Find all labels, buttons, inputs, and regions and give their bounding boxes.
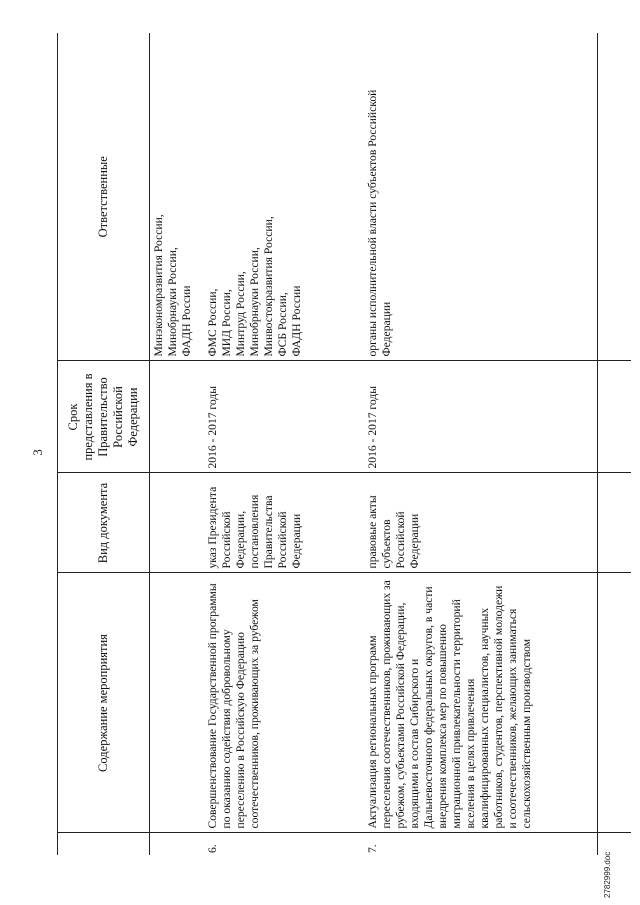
responsible-text: ФМС России, МИД России, Минтруд России, Минобрнауки России, Минвостокразвития России, ФСБ России, ФАДН России bbox=[206, 216, 303, 357]
measures-table-wrapper bbox=[57, 33, 597, 855]
row-doc-type: указ Президента Российской Федерации, постановления Правительства Российской Федерации bbox=[204, 473, 364, 573]
table-bottom-rule bbox=[597, 33, 598, 855]
header-num bbox=[57, 833, 150, 855]
row-doc-type: правовые акты субъектов Российской Федерации bbox=[364, 473, 631, 573]
row-responsible bbox=[364, 33, 631, 361]
row-number: 6. bbox=[204, 833, 364, 855]
row-responsible bbox=[204, 33, 364, 361]
row-content bbox=[150, 573, 205, 833]
table-row bbox=[364, 33, 631, 855]
row-doc-type bbox=[150, 473, 205, 573]
row-term bbox=[150, 361, 205, 473]
header-responsible: Ответственные bbox=[57, 33, 150, 361]
document-id: 2782999.doc bbox=[603, 851, 612, 898]
table-row bbox=[150, 33, 205, 855]
header-doc-type: Вид документа bbox=[57, 473, 150, 573]
row-term: 2016 - 2017 годы bbox=[364, 361, 631, 473]
row-term: 2016 - 2017 годы bbox=[204, 361, 364, 473]
measures-table bbox=[57, 33, 631, 855]
responsible-text: органы исполнительной власти субъектов Российской Федерации bbox=[366, 89, 393, 357]
row-responsible bbox=[150, 33, 205, 361]
table-header-row bbox=[57, 33, 150, 855]
row-number bbox=[150, 833, 205, 855]
page-number: 3 bbox=[30, 449, 45, 456]
table-row bbox=[204, 33, 364, 855]
responsible-text: Минэкономразвития России, Минобрнауки России, ФАДН России bbox=[152, 214, 193, 357]
header-term: Срок представления в Правительство Российской Федерации bbox=[57, 361, 150, 473]
row-content: Актуализация региональных программ переселения соотечественников, проживающих за рубежом, субъектами Российской Федерации, входящими в состав Сибирского и Дальневосточного федеральных округов, в части внедрения комплекса мер по повышению миграционной привлекательности территорий вселения в целях привлечения квалифицированных специалистов, научных работников, студентов, перспективной молодежи и соотечественников, желающих заниматься сельскохозяйственным производством bbox=[364, 573, 631, 833]
header-content: Содержание мероприятия bbox=[57, 573, 150, 833]
row-number: 7. bbox=[364, 833, 631, 855]
row-content: Совершенствование Государственной программы по оказанию содействия добровольному переселению в Российскую Федерацию соотечественников, проживающих за рубежом bbox=[204, 573, 364, 833]
